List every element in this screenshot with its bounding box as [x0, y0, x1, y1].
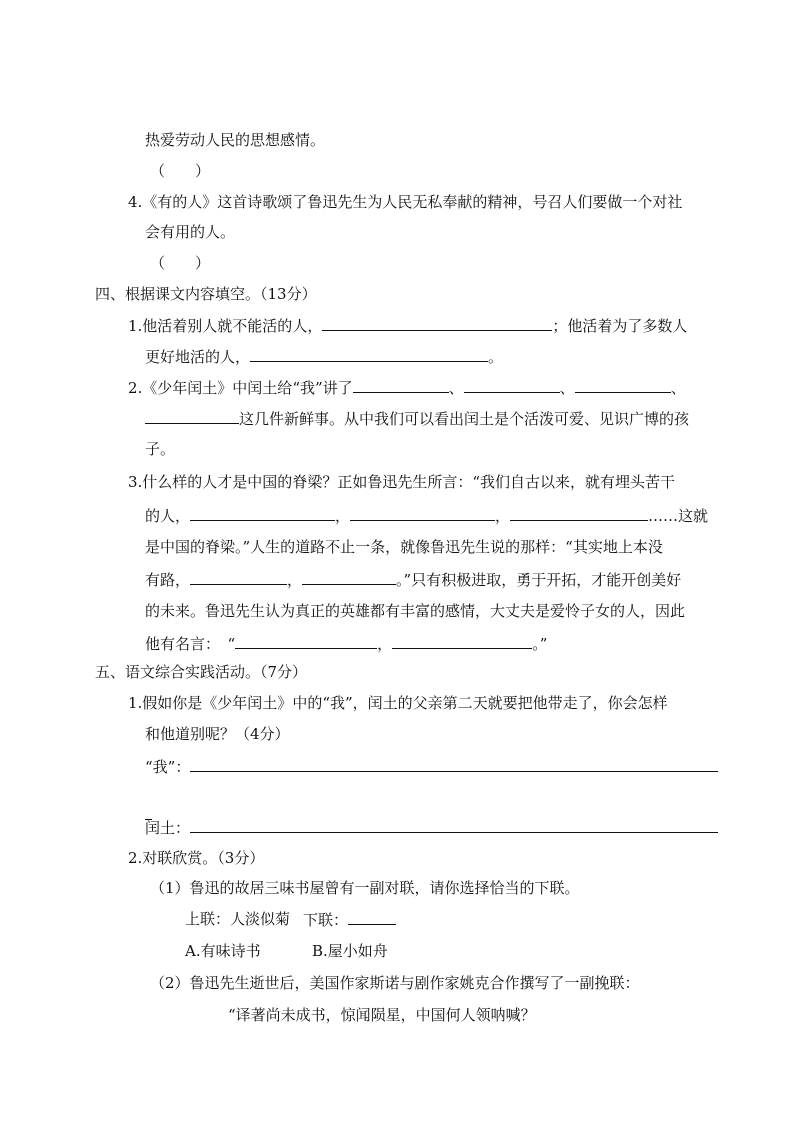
couplet-lower-blank[interactable]	[348, 909, 396, 925]
q4-item3-blank-2[interactable]	[350, 505, 495, 521]
q4-item2-line1	[128, 377, 686, 397]
q4-item3-line3: 是中国的脊梁。”人生的道路不止一条，就像鲁迅先生说的那样：“其实地上本没	[145, 538, 663, 556]
section-four-heading: 四、根据课文内容填空。（13分）	[95, 285, 317, 303]
q4-item3-sep-2: ，	[495, 507, 511, 525]
q3-item3-answer-blank[interactable]: （ ）	[150, 162, 211, 180]
q4-item3-sep-3: ，	[287, 571, 303, 589]
q4-item2-line3: 子。	[145, 440, 176, 458]
q4-item3-blank-4[interactable]	[190, 569, 287, 585]
q4-item3-text-e: 他有名言： “	[145, 635, 236, 653]
q4-item2-sep-1: 、	[448, 379, 464, 397]
q4-item3-blank-6[interactable]	[235, 633, 377, 649]
q3-item4-statement: 4.《有的人》这首诗歌颂了鲁迅先生为人民无私奉献的精神，号召人们要做一个对社	[128, 193, 683, 211]
q4-item3-line1: 3.什么样的人才是中国的脊梁？正如鲁迅先生所言：“我们自古以来，就有埋头苦干	[128, 473, 675, 491]
q4-item3-blank-3[interactable]	[510, 505, 648, 521]
q5-item1-runtu-blank[interactable]	[190, 817, 718, 833]
q4-item3-text-d: 。”只有积极进取，勇于开拓，才能开创美好	[396, 571, 682, 589]
q4-item3-line6	[145, 633, 547, 653]
q5-item1-me-label: “我”：	[145, 758, 191, 776]
q4-item3-sep-1: ，	[335, 507, 351, 525]
q5-item1-runtu-label: 闰土：	[145, 819, 191, 837]
q4-item1-text-d: 。	[488, 348, 504, 366]
q4-item1-line1	[128, 315, 687, 335]
couplet-lower-line	[303, 909, 396, 929]
q4-item1-text-c: 更好地活的人，	[145, 348, 251, 366]
q5-item1-me-line	[145, 756, 718, 776]
q4-item3-blank-7[interactable]	[392, 633, 532, 649]
q4-item1-blank-1[interactable]	[322, 315, 552, 331]
q4-item3-sep-4: ，	[377, 635, 393, 653]
q5-item2-sub2: （2）鲁迅先生逝世后，美国作家斯诺与剧作家姚克合作撰写了一副挽联：	[150, 974, 640, 992]
q4-item2-text-a: 2.《少年闰土》中闰土给“我”讲了	[128, 379, 353, 397]
q4-item3-line4	[145, 569, 681, 589]
q4-item2-line2	[145, 408, 689, 428]
couplet-upper-label: 上联：人淡似菊	[185, 910, 291, 928]
q4-item1-line2	[145, 346, 503, 366]
q4-item2-blank-3[interactable]	[575, 377, 671, 393]
q4-item3-line5: 的未来。鲁迅先生认为真正的英雄都有丰富的感情，大丈夫是爱怜子女的人，因此	[145, 602, 686, 620]
q4-item1-blank-2[interactable]	[250, 346, 488, 362]
q5-item2-sub1: （1）鲁迅的故居三味书屋曾有一副对联，请你选择恰当的下联。	[150, 879, 580, 897]
q4-item3-text-a: 的人，	[145, 507, 191, 525]
q4-item3-text-b: ……这就	[648, 507, 709, 525]
q4-item3-line2	[145, 505, 708, 525]
elegiac-couplet-line: “译著尚未成书，惊闻陨星，中国何人领呐喊？	[228, 1006, 536, 1024]
q4-item1-text-a: 1.他活着别人就不能活的人，	[128, 317, 323, 335]
q4-item2-text-b: 这几件新鲜事。从中我们可以看出闰土是个活泼可爱、见识广博的孩	[239, 410, 690, 428]
section-five-heading: 五、语文综合实践活动。（7分）	[95, 663, 308, 681]
q4-item2-blank-4[interactable]	[145, 408, 239, 424]
q3-item4-continuation: 会有用的人。	[145, 223, 236, 241]
q4-item3-blank-1[interactable]	[190, 505, 335, 521]
option-a[interactable]: A.有味诗书	[185, 942, 261, 960]
q4-item2-blank-2[interactable]	[464, 377, 560, 393]
q3-item3-continuation: 热爱劳动人民的思想感情。	[145, 131, 326, 149]
option-b[interactable]: B.屋小如舟	[312, 942, 388, 960]
q5-item2-heading: 2.对联欣赏。（3分）	[128, 849, 265, 867]
q4-item3-blank-5[interactable]	[302, 569, 396, 585]
q4-item2-sep-3: 、	[670, 379, 686, 397]
q5-item1-me-blank[interactable]	[190, 756, 718, 772]
q5-item1-line1: 1.假如你是《少年闰土》中的“我”，闰土的父亲第二天就要把他带走了，你会怎样	[128, 694, 668, 712]
q5-item1-line2: 和他道别呢？（4分）	[145, 725, 290, 743]
q4-item1-text-b: ；他活着为了多数人	[552, 317, 688, 335]
q3-item4-answer-blank[interactable]: （ ）	[150, 254, 211, 272]
q5-item1-runtu-line	[145, 817, 718, 837]
q4-item3-text-c: 有路，	[145, 571, 191, 589]
couplet-lower-label: 下联：	[303, 911, 349, 929]
q4-item2-blank-1[interactable]	[353, 377, 449, 393]
q4-item2-sep-2: 、	[559, 379, 575, 397]
q4-item3-text-f: 。”	[532, 635, 548, 653]
